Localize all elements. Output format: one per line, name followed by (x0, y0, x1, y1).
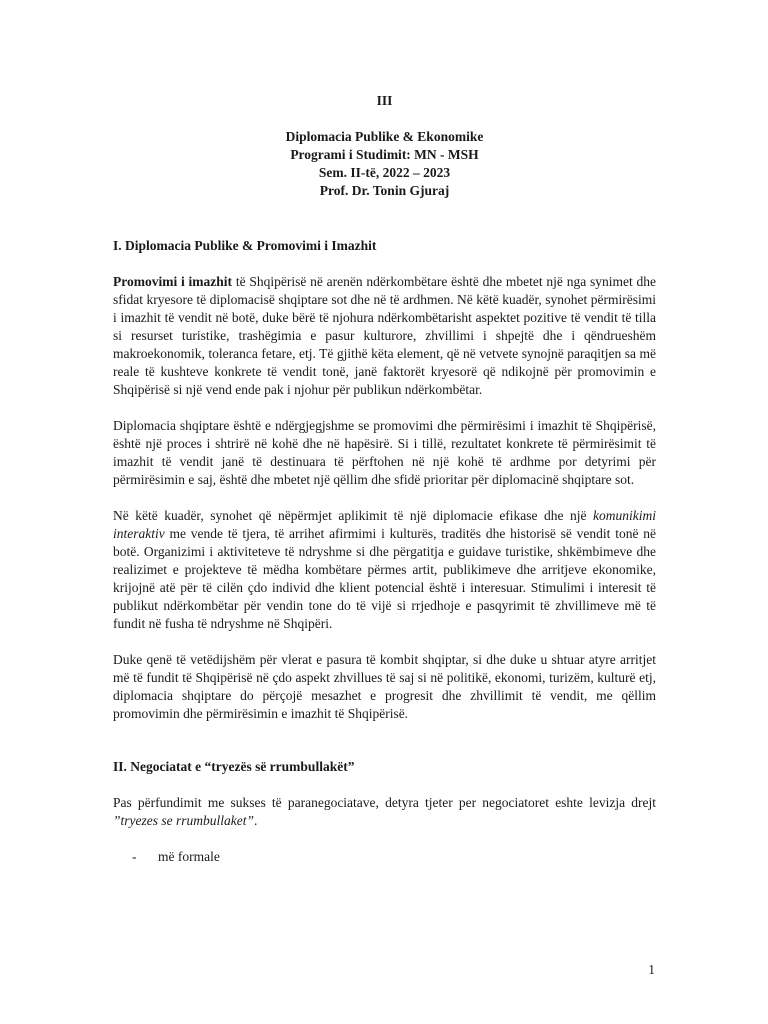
section-1-paragraph-3 (113, 507, 656, 633)
section-1-paragraph-1 (113, 273, 656, 399)
section-numeral: III (376, 93, 393, 108)
document-page (113, 92, 656, 866)
bold-term: Promovimi i imazhit (113, 274, 233, 289)
professor-line: Prof. Dr. Tonin Gjuraj (319, 183, 450, 198)
paragraph-text: me vende të tjera, të arrihet afirmimi i kulturës, traditës dhe historisë së vendit tonë në botë. Organizimi i aktiviteteve të ndryshme si dhe përgatitja e guidave turistike, shkëmbimeve dhe realizimet e projekteve të mëdha kombëtare përmes artit, publikimeve dhe arritjeve ekonomike, krijojnë atë për të cilën çdo individ dhe klient potencial është i interesuar. Stimulimi i interesit të publikut ndërkombëtar për vendin tone do të vijë si rrjedhoje e pasqyrimit të zhvillimeve më të fundit në fusha të ndryshme në Shqipëri. (113, 526, 656, 631)
course-title: Diplomacia Publike & Ekonomike (285, 129, 484, 144)
section-1-paragraph-4: Duke qenë të vetëdijshëm për vlerat e pasura të kombit shqiptar, si dhe duke u shtuar atyre arritjet më të fundit të Shqipërisë në çdo aspekt zhvillues të saj si në politikë, ekonomi, turizëm, kulturë etj, diplomacia shqiptare do përçojë mesazhet e progresit dhe zhvillimit të vendit, me qëllim promovimin dhe përmirësimin e imazhit të Shqipërisë. (113, 652, 656, 721)
paragraph-text: Në këtë kuadër, synohet që nëpërmjet aplikimit të një diplomacie efikase dhe një (113, 508, 593, 523)
list-item-text: më formale (158, 849, 220, 864)
paragraph-text: . (254, 813, 258, 828)
page-number: 1 (648, 962, 655, 977)
title-block (113, 128, 656, 200)
semester-line: Sem. II-të, 2022 – 2023 (318, 165, 451, 180)
bullet-dash: - (132, 849, 137, 864)
italic-term: ”tryezes se rrumbullaket” (113, 813, 254, 828)
section-1-heading: I. Diplomacia Publike & Promovimi i Imazhit (113, 238, 377, 253)
list-item (113, 848, 656, 866)
section-2-heading: II. Negociatat e “tryezës së rrumbullakët” (113, 759, 355, 774)
section-1-paragraph-2: Diplomacia shqiptare është e ndërgjegjshme se promovimi dhe përmirësimi i imazhit të Shqipërisë, është një proces i shtrirë në kohë dhe në hapësirë. Si i tillë, rezultatet konkrete të përmirësimit të imazhit të vendit janë të destinuara të përftohen në një kohë të ardhme por detyrimi për përmirësimin e saj, është dhe mbetet një qëllim dhe sfidë prioritar për diplomacinë shqiptare sot. (113, 418, 656, 487)
section-2-paragraph-1 (113, 794, 656, 830)
program-line: Programi i Studimit: MN - MSH (290, 147, 479, 162)
italic-term: komunikimi interaktiv (113, 508, 656, 541)
paragraph-text: të Shqipërisë në arenën ndërkombëtare është dhe mbetet një nga synimet dhe sfidat kryesore të diplomacisë shqiptare sot dhe në të ardhmen. Në këtë kuadër, synohet përmirësimi i imazhit të vendit në botë, duke bërë të njohura ndërkombëtarisht aspektet pozitive të vendit të tilla si resurset turistike, trashëgimia e pasur kulturore, zhvillimi i shpejtë dhe i qëndrueshëm makroekonomik, toleranca fetare, etj. Të gjithë këta element, që në vetvete synojnë paraqitjen sa më reale të kushteve konkrete të vendit tonë, janë faktorët kryesorë që ndikojnë për promovimin e Shqipërisë si një vend ende pak i njohur për publikun ndërkombëtar. (113, 274, 656, 397)
paragraph-text: Pas përfundimit me sukses të paranegociatave, detyra tjeter per negociatoret eshte levizja drejt (113, 795, 656, 810)
